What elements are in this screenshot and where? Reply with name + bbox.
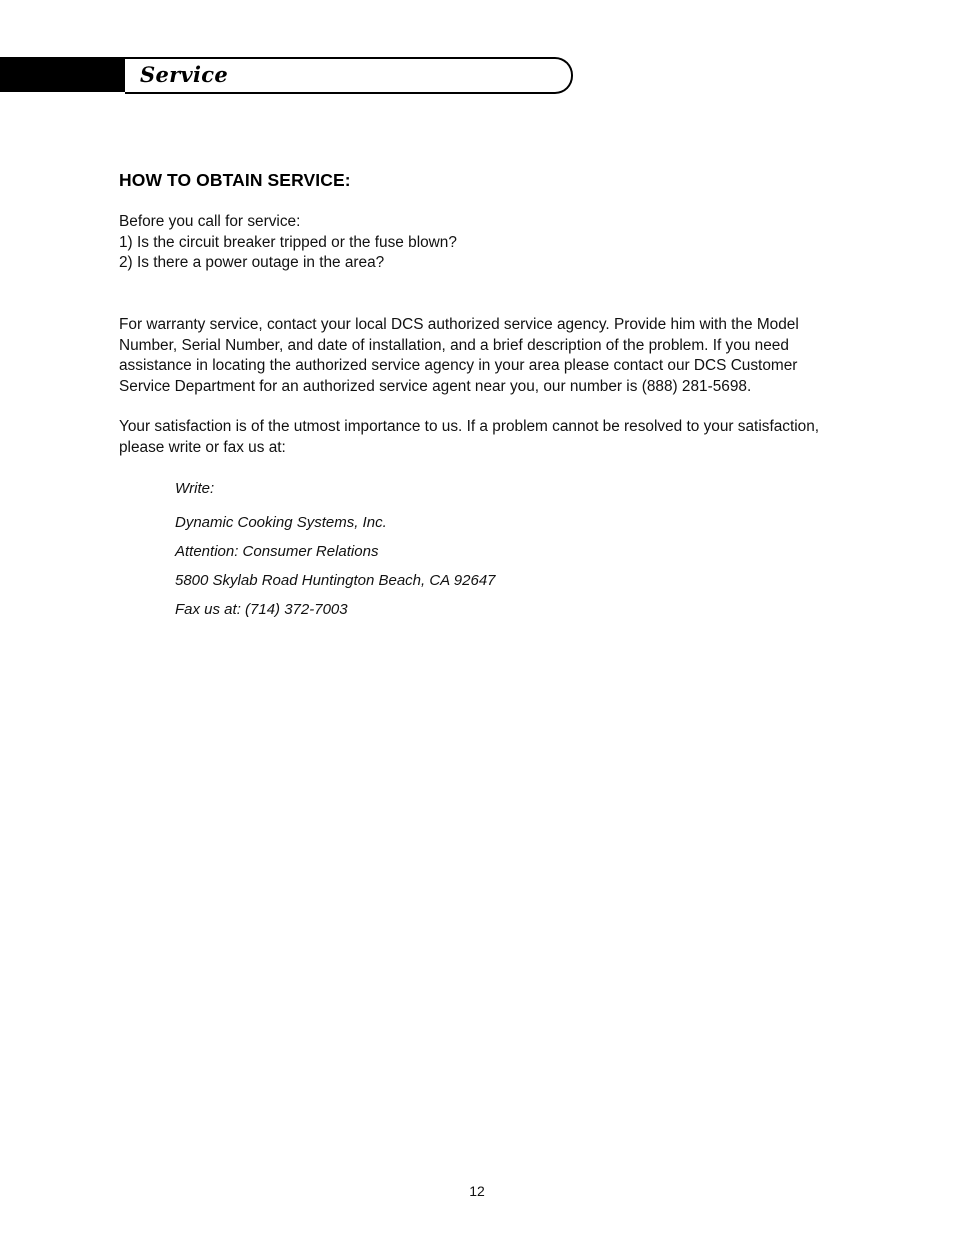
section-title: Service: [140, 62, 229, 87]
checklist-item: 1) Is the circuit breaker tripped or the fuse blown?: [119, 233, 457, 251]
fax-number: Fax us at: (714) 372-7003: [175, 601, 348, 618]
warranty-paragraph: For warranty service, contact your local DCS authorized service agency. Provide him with the Model Number, Serial Number, and date of installation, and a brief description of the problem. If you need assistance in locating the authorized service agency in your area please contact our DCS Customer Service Department for an authorized service agent near you, our number is (888) 281-5698.: [119, 316, 799, 395]
page-number: 12: [469, 1183, 485, 1199]
mailing-address: 5800 Skylab Road Huntington Beach, CA 92647: [175, 572, 496, 589]
attention-line: Attention: Consumer Relations: [175, 543, 379, 560]
header-black-bar: [0, 57, 127, 92]
page-heading: HOW TO OBTAIN SERVICE:: [119, 170, 351, 190]
write-label: Write:: [175, 480, 215, 497]
checklist-item: 2) Is there a power outage in the area?: [119, 254, 385, 272]
satisfaction-paragraph: Your satisfaction is of the utmost importance to us. If a problem cannot be resolved to your satisfaction, please write or fax us at:: [119, 418, 820, 456]
service-checklist: [119, 212, 834, 274]
company-name: Dynamic Cooking Systems, Inc.: [175, 514, 387, 531]
checklist-intro: Before you call for service:: [119, 213, 301, 230]
